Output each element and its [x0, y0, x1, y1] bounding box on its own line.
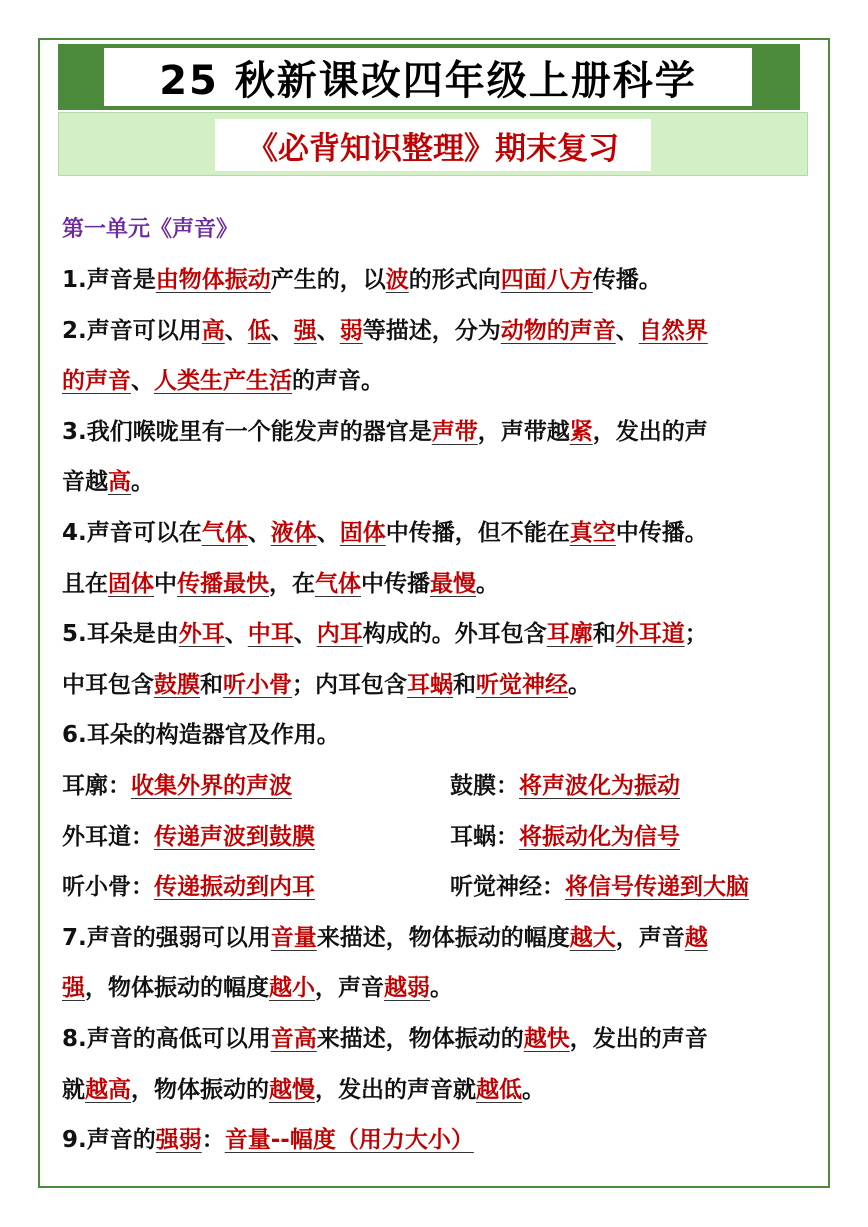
answer: 固体 [339, 519, 386, 546]
text: 中耳包含 [62, 671, 154, 698]
text: 3.我们喉咙里有一个能发声的器官是 [62, 418, 432, 445]
text: 来描述，物体振动的幅度 [316, 924, 570, 951]
organ-row [62, 862, 802, 913]
text: 。 [430, 975, 453, 1002]
text: 的声音。 [292, 368, 384, 395]
organ-function: 将振动化为信号 [519, 823, 680, 850]
organ-cell [62, 862, 450, 913]
item-5-line-1 [62, 609, 802, 660]
answer: 越低 [476, 1076, 522, 1103]
organ-label: 耳蜗： [450, 823, 519, 850]
answer: 高 [201, 317, 225, 344]
text: ： [201, 1127, 225, 1154]
answer: 由物体振动 [155, 267, 271, 293]
text: 等描述，分为 [362, 317, 501, 344]
text: 中传播 [361, 570, 430, 597]
item-2-line-2 [62, 356, 802, 407]
text: 5.耳朵是由 [62, 621, 179, 648]
answer: 越慢 [269, 1076, 315, 1103]
answer: 真空 [569, 519, 616, 546]
text: ，声音 [615, 924, 685, 951]
text: 和 [453, 671, 476, 698]
answer: 固体 [108, 570, 154, 597]
text: 1.声音是 [62, 267, 156, 293]
text: 且在 [62, 570, 108, 597]
item-5-line-2 [62, 660, 802, 711]
text: 9.声音的 [62, 1127, 156, 1154]
answer: 弱 [339, 317, 363, 344]
organ-cell [62, 761, 450, 812]
text: 就 [62, 1076, 85, 1103]
text: 、 [615, 317, 639, 344]
answer: 音量 [270, 924, 317, 951]
item-4-line-1 [62, 508, 802, 559]
answer: 听小骨 [223, 671, 292, 698]
text: 、 [316, 317, 340, 344]
page-title: 25 秋新课改四年级上册科学 [159, 57, 697, 104]
answer: 越大 [569, 924, 616, 951]
organ-row [62, 761, 802, 812]
text: 、 [131, 368, 154, 395]
text: ，发出的声音就 [315, 1076, 476, 1103]
text: 4.声音可以在 [62, 519, 202, 546]
organ-function: 传递声波到鼓膜 [154, 823, 315, 850]
subtitle-box [215, 119, 651, 171]
text: 中传播。 [615, 519, 708, 546]
answer: 强弱 [155, 1127, 202, 1154]
organ-function: 将信号传递到大脑 [565, 874, 749, 901]
text: 和 [200, 671, 223, 698]
item-1 [62, 255, 802, 306]
text: 、 [270, 317, 294, 344]
text: ； [684, 621, 708, 648]
text: 中 [154, 570, 177, 597]
text: 。 [131, 469, 154, 496]
text: 、 [247, 519, 271, 546]
text: 、 [293, 621, 317, 648]
text: ，发出的声 [592, 418, 708, 445]
item-8-line-1 [62, 1014, 802, 1065]
unit-heading: 第一单元《声音》 [62, 217, 239, 242]
answer: 越 [684, 924, 708, 951]
title-box [104, 48, 752, 106]
answer: 耳蜗 [407, 671, 453, 698]
item-9 [62, 1115, 802, 1166]
page-subtitle: 《必背知识整理》期末复习 [247, 130, 619, 167]
answer: 内耳 [316, 621, 363, 648]
text: 。 [522, 1076, 545, 1103]
organ-label: 听小骨： [62, 874, 154, 901]
answer: 紧 [569, 418, 593, 445]
answer: 声带 [431, 418, 478, 445]
text: ，发出的声音 [569, 1025, 708, 1052]
answer: 气体 [201, 519, 248, 546]
item-3-line-1 [62, 407, 802, 458]
answer: 传播最快 [177, 570, 269, 597]
text: 、 [224, 317, 248, 344]
text: ，声音 [315, 975, 384, 1002]
answer: 液体 [270, 519, 317, 546]
answer: 音量--幅度（用力大小） [224, 1127, 474, 1154]
text: 来描述，物体振动的 [316, 1025, 524, 1052]
answer: 自然界 [638, 317, 708, 344]
answer: 动物的声音 [500, 317, 616, 344]
answer: 越弱 [384, 975, 430, 1002]
organ-cell [450, 812, 680, 863]
text: 产生的，以 [270, 267, 386, 293]
knowledge-list [62, 255, 802, 1166]
organ-label: 外耳道： [62, 823, 154, 850]
answer: 低 [247, 317, 271, 344]
item-7-line-2 [62, 963, 802, 1014]
answer: 外耳道 [615, 621, 685, 648]
answer: 气体 [315, 570, 361, 597]
text: 和 [592, 621, 616, 648]
text: 中传播，但不能在 [385, 519, 570, 546]
item-8-line-2 [62, 1065, 802, 1116]
text: ，物体振动的 [131, 1076, 269, 1103]
organ-label: 听觉神经： [450, 874, 565, 901]
text: ；内耳包含 [292, 671, 407, 698]
text: 传播。 [592, 267, 662, 293]
item-2-line-1 [62, 306, 802, 357]
organ-cell [450, 761, 680, 812]
item-3-line-2 [62, 457, 802, 508]
organ-label: 鼓膜： [450, 772, 519, 799]
item-6: 6.耳朵的构造器官及作用。 [62, 722, 340, 749]
text: 的形式向 [408, 267, 501, 293]
answer: 高 [108, 469, 131, 496]
answer: 音高 [270, 1025, 317, 1052]
answer: 越快 [523, 1025, 570, 1052]
organ-cell [62, 812, 450, 863]
text: 、 [316, 519, 340, 546]
text: 构成的。外耳包含 [362, 621, 547, 648]
answer: 越小 [269, 975, 315, 1002]
item-4-line-2 [62, 559, 802, 610]
text: 。 [476, 570, 499, 597]
text: 音越 [62, 469, 108, 496]
organ-function: 传递振动到内耳 [154, 874, 315, 901]
answer: 人类生产生活 [154, 368, 292, 395]
answer: 中耳 [247, 621, 294, 648]
text: 。 [568, 671, 591, 698]
text: ，在 [269, 570, 315, 597]
organ-cell [450, 862, 749, 913]
organ-function: 收集外界的声波 [131, 772, 292, 799]
text: 8.声音的高低可以用 [62, 1025, 271, 1052]
text: 、 [224, 621, 248, 648]
answer: 外耳 [178, 621, 225, 648]
answer: 最慢 [430, 570, 476, 597]
organ-label: 耳廓： [62, 772, 131, 799]
answer: 越高 [85, 1076, 131, 1103]
answer: 波 [385, 267, 409, 293]
answer: 四面八方 [500, 267, 593, 293]
answer: 的声音 [62, 368, 131, 395]
text: ，声带越 [477, 418, 570, 445]
answer: 听觉神经 [476, 671, 568, 698]
answer: 耳廓 [546, 621, 593, 648]
text: 2.声音可以用 [62, 317, 202, 344]
text: ，物体振动的幅度 [85, 975, 269, 1002]
answer: 鼓膜 [154, 671, 200, 698]
answer: 强 [293, 317, 317, 344]
answer: 强 [62, 975, 85, 1002]
organ-function: 将声波化为振动 [519, 772, 680, 799]
organ-row [62, 812, 802, 863]
item-7-line-1 [62, 913, 802, 964]
text: 7.声音的强弱可以用 [62, 924, 271, 951]
